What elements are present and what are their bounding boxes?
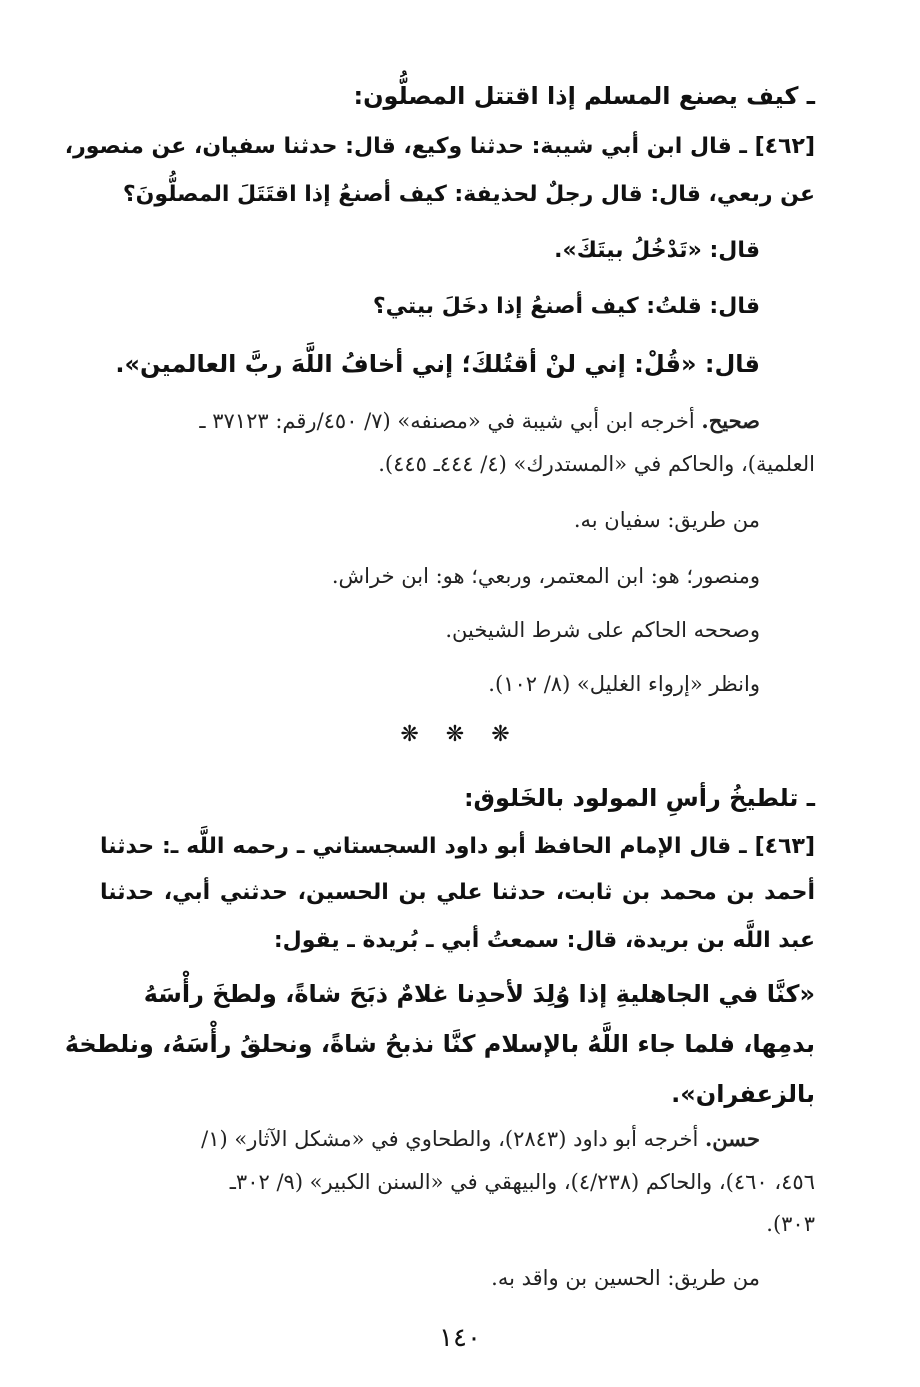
quote-line: بالزعفران». [671,1080,815,1108]
takhrij-line [100,1126,760,1152]
takhrij-text: أخرجه ابن أبي شيبة في «مصنفه» (٧/ ٤٥٠/رقم: ٣٧١٢٣ ـ [199,409,695,433]
hadith-grade: صحيح. [701,408,760,433]
hadith-line: عن ربعي، قال: قال رجلٌ لحذيفة: كيف أصنعُ إذا اقتَتَلَ المصلُّونَ؟ [122,182,815,207]
quote-line: بدمِها، فلما جاء اللَّهُ بالإسلام كنَّا نذبحُ شاةً، ونحلقُ رأْسَهُ، ونلطخهُ [64,1030,815,1058]
hadith-line: [٤٦٢] ـ قال ابن أبي شيبة: حدثنا وكيع، قال: حدثنا سفيان، عن منصور، [64,134,815,159]
hadith-grade: حسن. [704,1126,760,1151]
section-heading-2: ـ تلطيخُ رأسِ المولود بالخَلوق: [463,784,815,812]
section-separator: ❋ ❋ ❋ [400,722,520,747]
note-line: وانظر «إرواء الغليل» (٨/ ١٠٢). [488,672,760,696]
takhrij-line [100,408,760,434]
takhrij-line: العلمية)، والحاكم في «المستدرك» (٤/ ٤٤٤ـ ٤٤٥). [378,452,815,476]
note-line: ومنصور؛ هو: ابن المعتمر، وربعي؛ هو: ابن خراش. [331,564,760,588]
note-line: من طريق: سفيان به. [573,508,760,532]
dialogue-line: قال: «قُلْ: إني لنْ أقتُلكَ؛ إني أخافُ اللَّهَ ربَّ العالمين». [115,350,760,378]
hadith-line: أحمد بن محمد بن ثابت، حدثنا علي بن الحسين، حدثني أبي، حدثنا [100,880,815,905]
note-line: من طريق: الحسين بن واقد به. [491,1266,760,1290]
note-line: وصححه الحاكم على شرط الشيخين. [445,618,760,642]
hadith-line: [٤٦٣] ـ قال الإمام الحافظ أبو داود السجستاني ـ رحمه اللَّه ـ: حدثنا [100,834,815,859]
quote-line: «كنَّا في الجاهليةِ إذا وُلِدَ لأحدِنا غلامٌ ذبَحَ شاةً، ولطخَ رأْسَهُ [143,980,815,1008]
takhrij-line: ٤٥٦، ٤٦٠)، والحاكم (٤/٢٣٨)، والبيهقي في «السنن الكبير» (٩/ ٣٠٢ـ [229,1170,815,1194]
dialogue-line: قال: قلتُ: كيف أصنعُ إذا دخَلَ بيتي؟ [372,294,760,319]
takhrij-line: ٣٠٣). [766,1212,815,1236]
dialogue-line: قال: «تَدْخُلُ بيتَكَ». [554,238,760,263]
page-number: ١٤٠ [439,1323,481,1353]
hadith-line: عبد اللَّه بن بريدة، قال: سمعتُ أبي ـ بُريدة ـ يقول: [273,928,815,953]
section-heading-1: ـ كيف يصنع المسلم إذا اقتتل المصلُّون: [353,82,815,110]
takhrij-text: أخرجه أبو داود (٢٨٤٣)، والطحاوي في «مشكل الآثار» (١/ [201,1127,699,1151]
